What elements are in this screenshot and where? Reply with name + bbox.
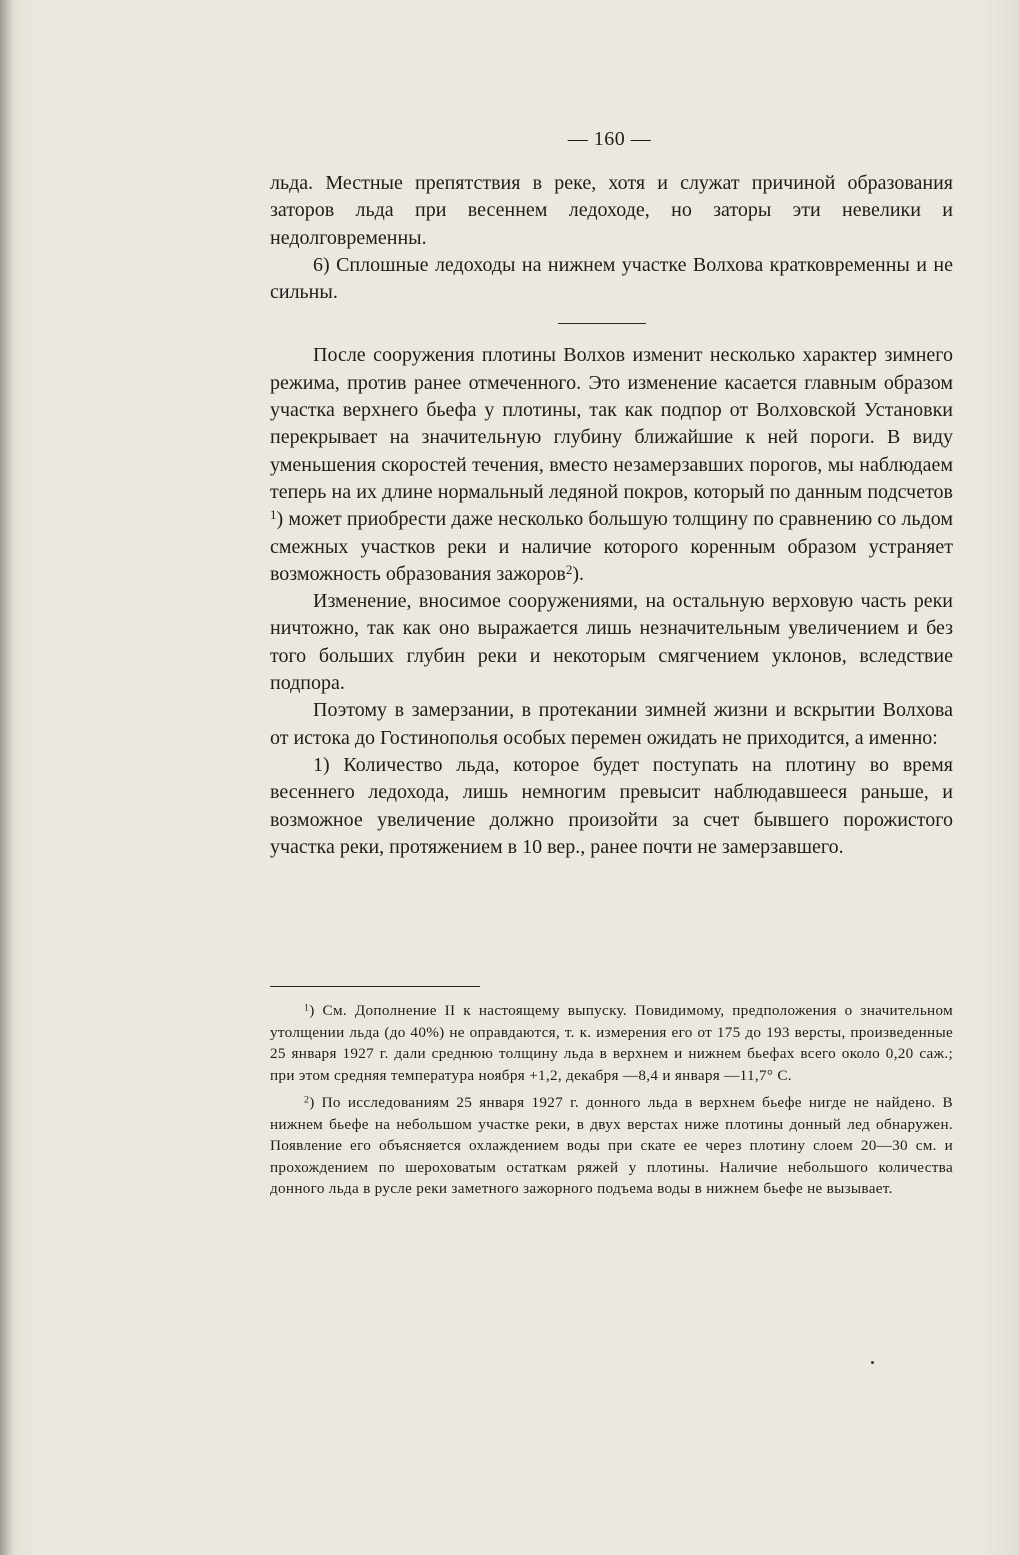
- footnotes: [270, 1000, 953, 1206]
- paragraph-item-6: 6) Сплошные ледоходы на нижнем участке Волхова кратковременны и не сильны.: [270, 253, 953, 304]
- footnote-rule: [270, 986, 480, 987]
- paragraph-dam-construction: [270, 342, 953, 588]
- paragraph-conclusion: Поэтому в замерзании, в протекании зимней жизни и вскрытии Волхова от истока до Гостинополья особых перемен ожидать не приходится, а именно:: [270, 699, 953, 749]
- paragraph-item-1: 1) Количество льда, которое будет поступать на плотину во время весеннего ледохода, лишь немногим превысит наблюдавшееся раньше, и возможное увеличение должно произойти за счет бывшего порожистого участка реки, протяжением в 10 вер., ранее почти не замерзавшего.: [270, 753, 953, 858]
- paragraph-upstream-change: Изменение, вносимое сооружениями, на остальную верховую часть реки ничтожно, так как оно выражается лишь незначительным увеличением и без того больших глубин реки и некоторым смягчением уклонов, вследствие подпора.: [270, 590, 953, 695]
- paragraph-text: ) может приобрести даже несколько большую толщину по сравнению со льдом смежных участков реки и наличие которого коренным образом устраняет возможность образования зажоров: [270, 508, 953, 585]
- page-binding-edge: [0, 0, 14, 1555]
- footnote-1: [270, 1000, 953, 1086]
- footnote-2: [270, 1092, 953, 1200]
- footnote-text: ) По исследованиям 25 января 1927 г. донного льда в верхнем бьефе нигде не найдено. В нижнем бьефе на небольшом участке реки, в двух верстах ниже плотины донный лед обнаружен. Появление его объясняется охлаждением воды при скате ее через плотину слоем 20—30 см. и прохождением по шероховатым остаткам ряжей у плотины. Наличие небольшого количества донного льда в русле реки заметного зажорного подъема воды в нижнем бьефе не вызывает.: [270, 1094, 953, 1197]
- footnote-mark-1: 1: [304, 1002, 310, 1014]
- footnote-text: ) См. Дополнение II к настоящему выпуску. Повидимому, предположения о значительном утолщении льда (до 40%) не оправдаются, т. к. измерения его от 175 до 193 версты, произведенные 25 января 1927 г. дали среднюю толщину льда в верхнем и нижнем бьефах всего около 0,20 саж.; при этом средняя температура ноября +1,2, декабря —8,4 и января —11,7° С.: [270, 1002, 953, 1084]
- paragraph-text: ).: [572, 562, 585, 585]
- footnote-ref-2: 2: [565, 562, 573, 578]
- footnote-mark-2: 2: [304, 1094, 310, 1106]
- main-text: [270, 170, 953, 861]
- footnote-ref-1: 1: [270, 507, 277, 523]
- paragraph-continuation: льда. Местные препятствия в реке, хотя и служат причиной образования заторов льда при весеннем ледоходе, но заторы эти невелики и недолговременны.: [270, 172, 953, 249]
- page-number: — 160 —: [567, 128, 652, 150]
- ink-speck: [871, 1361, 874, 1364]
- section-separator: [558, 323, 646, 324]
- paragraph-text: После сооружения плотины Волхов изменит несколько характер зимнего режима, против ранее отмеченного. Это изменение касается главным образом участка верхнего бьефа у плотины, так как подпор от Волховской Установки перекрывает на значительную глубину ближайшие к ней пороги. В виду уменьшения скоростей течения, вместо незамерзавших порогов, мы наблюдаем теперь на их длине нормальный ледяной покров, который по данным подсчетов: [270, 344, 953, 503]
